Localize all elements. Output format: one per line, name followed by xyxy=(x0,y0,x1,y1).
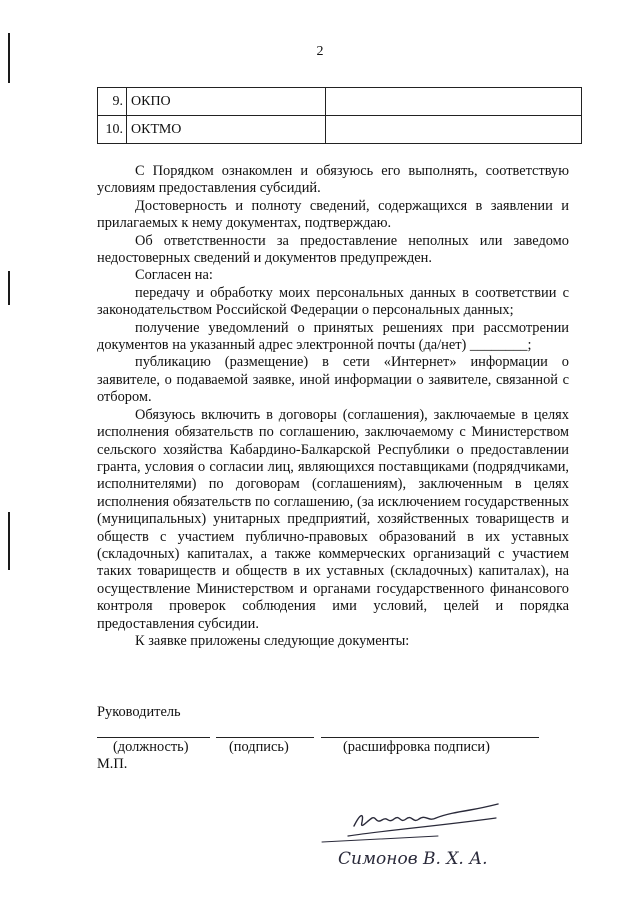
paragraph: Согласен на: xyxy=(135,267,213,284)
signature-caption: (подпись) xyxy=(229,739,289,755)
signature-flourish xyxy=(348,818,496,836)
codes-table xyxy=(97,87,582,144)
position-line xyxy=(97,737,210,738)
row-number: 9. xyxy=(98,88,127,116)
handwritten-signature xyxy=(318,792,518,872)
table-row xyxy=(98,116,582,144)
stamp-label: М.П. xyxy=(97,756,128,772)
row-name: ОКТМО xyxy=(127,116,326,144)
paragraph: передачу и обработку моих персональных данных в соответствии с законодательством Российской Федерации о персональных данных; xyxy=(97,284,569,319)
row-value xyxy=(326,88,582,116)
paragraph: Об ответственности за предоставление неполных или заведомо недостоверных сведений и документов предупрежден. xyxy=(97,232,569,267)
signature-stroke xyxy=(354,804,498,826)
row-number: 10. xyxy=(98,116,127,144)
page-number: 2 xyxy=(316,44,324,59)
decoding-caption: (расшифровка подписи) xyxy=(343,739,490,755)
paragraph: С Порядком ознакомлен и обязуюсь его выполнять, соответствую условиям предоставления субсидий. xyxy=(97,163,569,197)
row-name: ОКПО xyxy=(127,88,326,116)
paragraph: публикацию (размещение) в сети «Интернет» информации о заявителе, о подаваемой заявке, иной информации о заявителе, связанной с отбором. xyxy=(97,354,569,406)
decoding-line xyxy=(321,737,539,738)
table-row xyxy=(98,88,582,116)
scan-margin-mark xyxy=(8,271,10,305)
handwritten-name: Симонов В. Х. А. xyxy=(338,849,488,869)
paragraph: К заявке приложены следующие документы: xyxy=(135,632,410,649)
position-caption: (должность) xyxy=(113,739,189,755)
signature-underline xyxy=(322,836,438,842)
paragraph: Достоверность и полноту сведений, содержащихся в заявлении и прилагаемых к нему документах, подтверждаю. xyxy=(97,197,569,232)
row-value xyxy=(326,116,582,144)
statement-text xyxy=(97,163,569,650)
paragraph: Обязуюсь включить в договоры (соглашения), заключаемые в целях исполнения обязательств по соглашению, заключаемому с Министерством сельского хозяйства Кабардино-Балкарской Республики о предоставлении гранта, условия о согласии лиц, являющихся поставщиками (подрядчиками, исполнителями) по договорам (соглашениям), заключенным в целях исполнения обязательств по соглашению, (за исключением государственных (муниципальных) унитарных предприятий, хозяйственных товариществ и обществ с участием публично-правовых образований в их уставных (складочных) капиталах, а также коммерческих организаций с участием таких товариществ и обществ в их уставных (складочных) капиталах), на осуществление Министерством и органами государственного финансового контроля проверок соблюдения ими условий, целей и порядка предоставления субсидии. xyxy=(97,406,569,632)
scan-margin-mark xyxy=(8,512,10,570)
paragraph: получение уведомлений о принятых решениях при рассмотрении документов на указанный адрес электронной почты (да/нет) ________; xyxy=(97,319,569,354)
signatory-title: Руководитель xyxy=(97,704,181,720)
signature-line xyxy=(216,737,314,738)
